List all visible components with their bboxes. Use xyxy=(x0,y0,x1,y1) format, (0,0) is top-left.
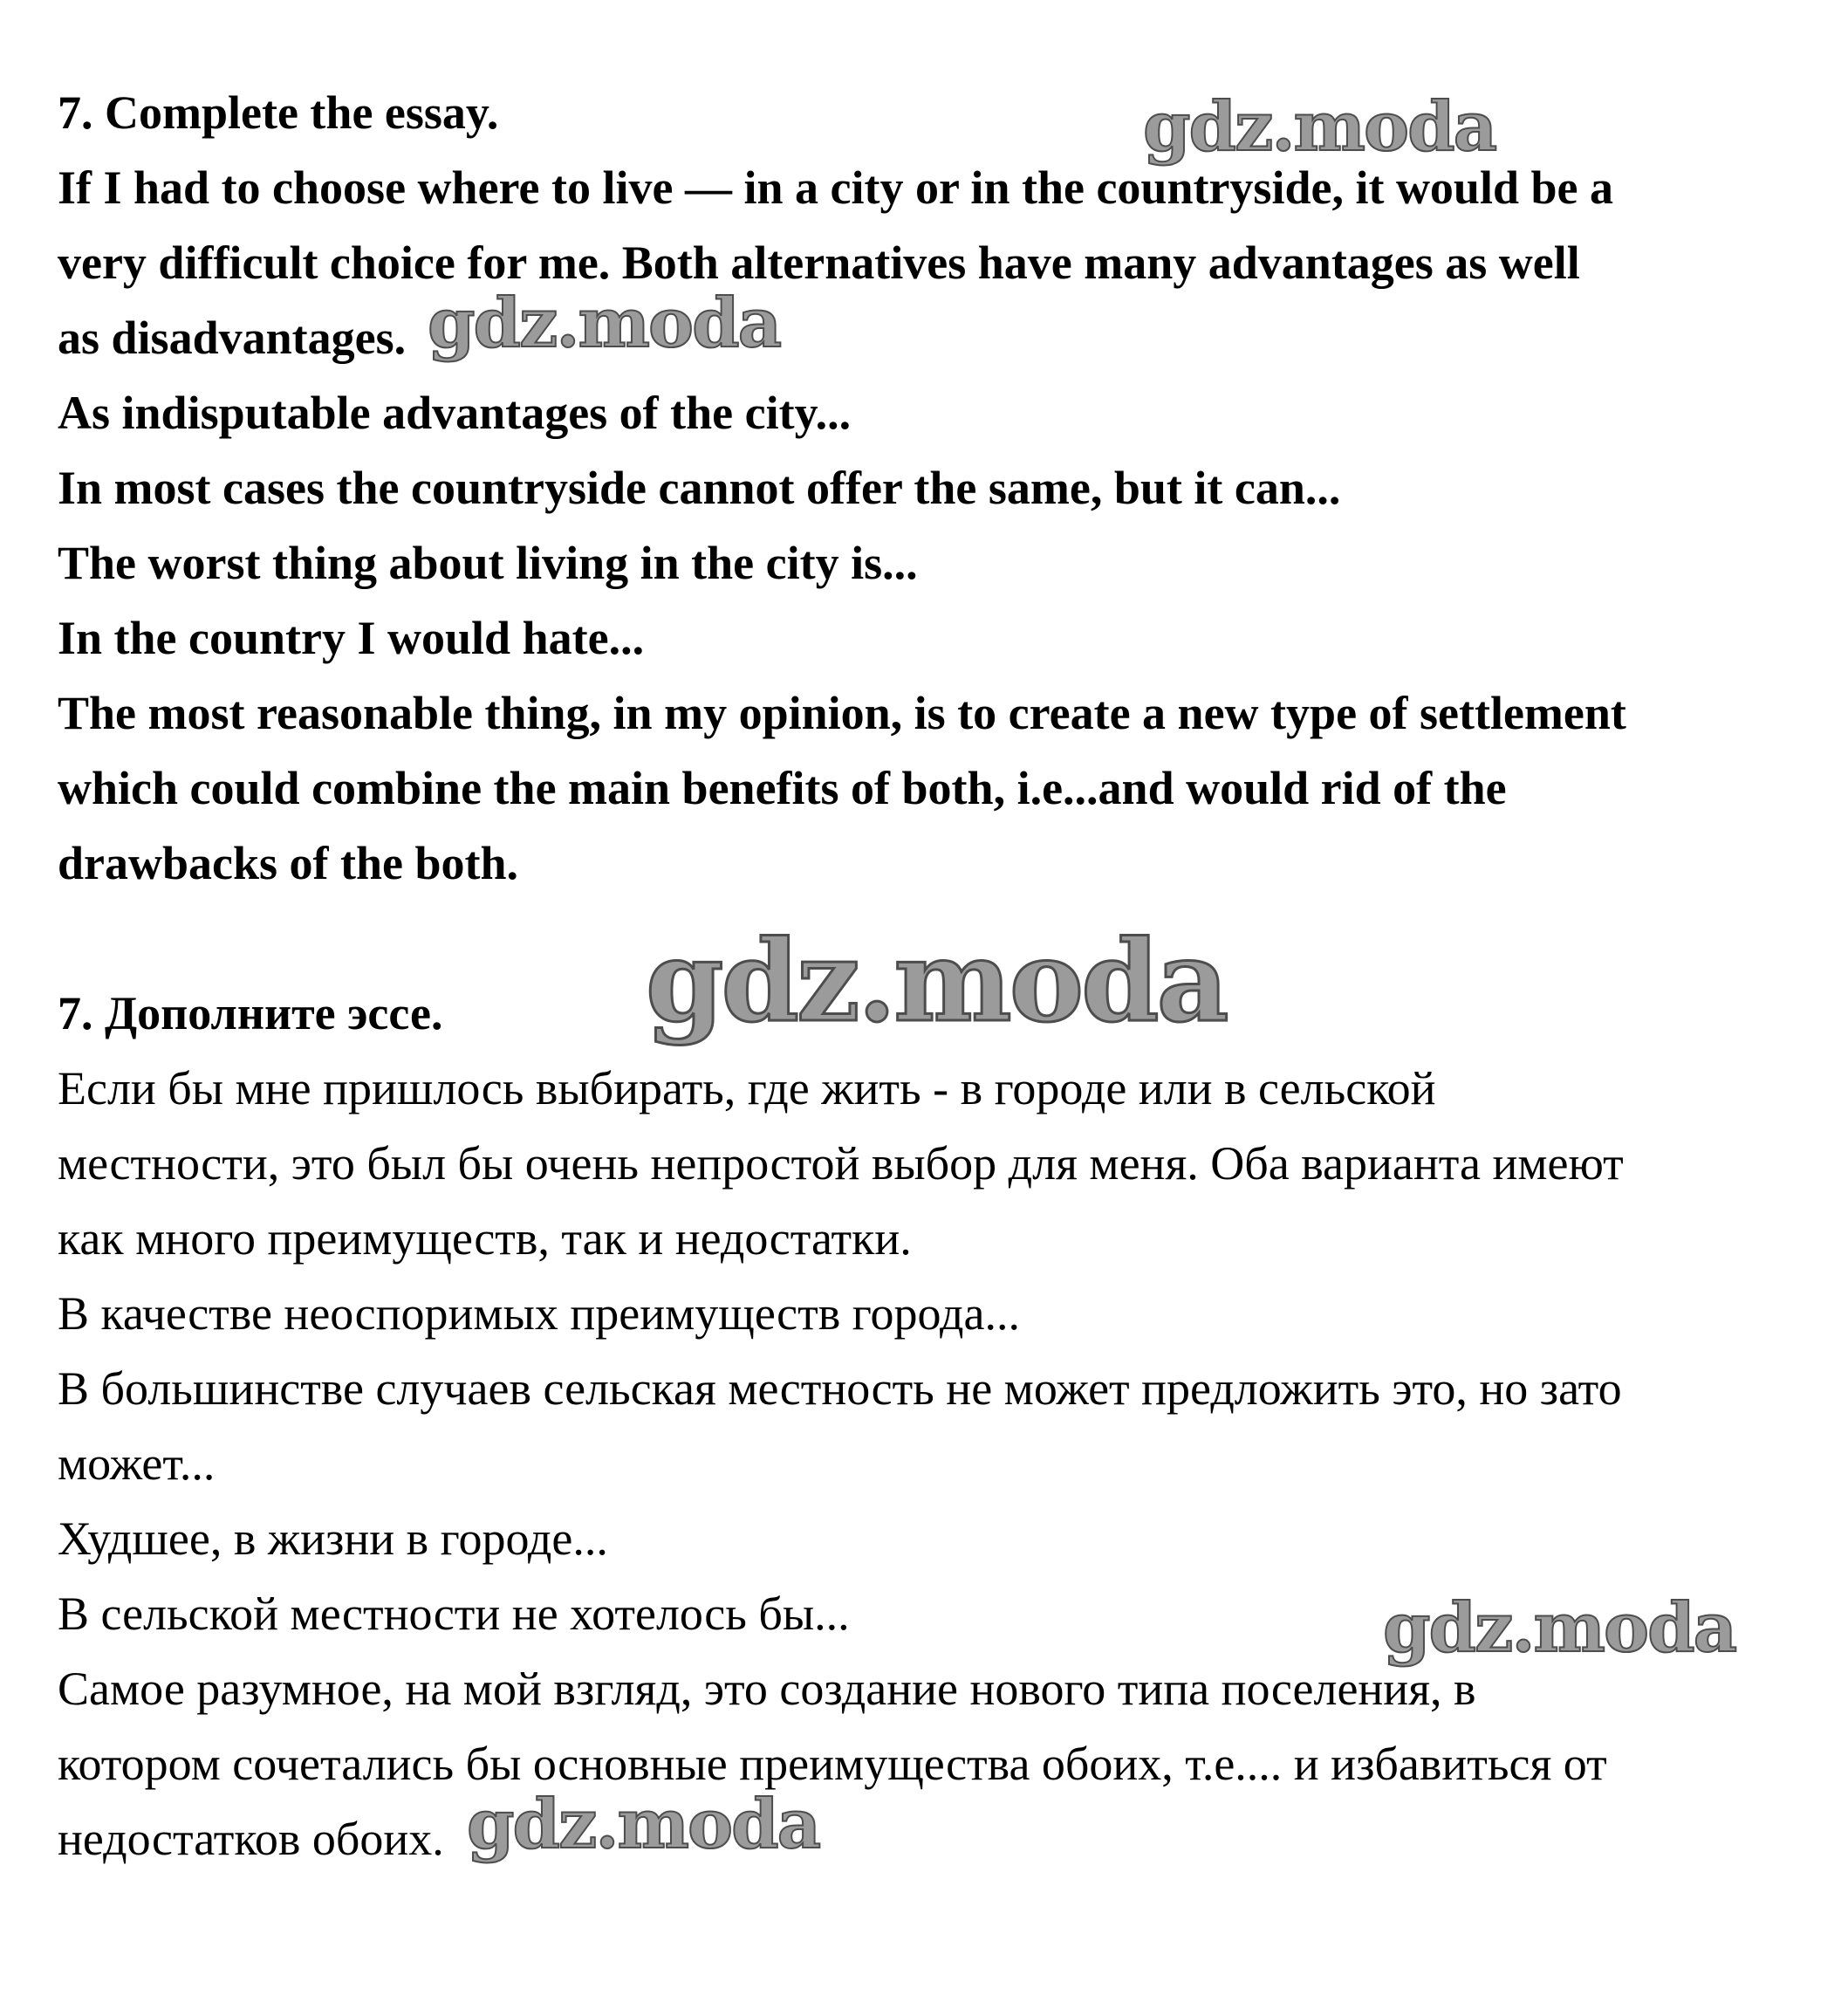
watermark: gdz.moda xyxy=(646,916,1227,1047)
russian-line-8: В сельской местности не хотелось бы... xyxy=(58,1587,850,1640)
russian-line-11: недостатков обоих. xyxy=(58,1813,444,1865)
english-title: 7. Complete the essay. xyxy=(58,86,499,139)
russian-line-7: Худшее, в жизни в городе... xyxy=(58,1512,608,1565)
russian-line-5: В большинстве случаев сельская местность не может предложить это, но зато xyxy=(58,1362,1622,1415)
english-line-7: In the country I would hate... xyxy=(58,612,645,664)
english-line-5: In most cases the countryside cannot offer the same, but it can... xyxy=(58,462,1341,514)
english-line-10: drawbacks of the both. xyxy=(58,837,519,889)
english-line-9: which could combine the main benefits of both, i.e...and would rid of the xyxy=(58,762,1507,814)
russian-line-2: местности, это был бы очень непростой выбор для меня. Оба варианта имеют xyxy=(58,1137,1624,1190)
watermark: gdz.moda xyxy=(428,284,781,363)
russian-title: 7. Дополните эссе. xyxy=(58,987,443,1039)
watermark: gdz.moda xyxy=(467,1785,820,1864)
watermark: gdz.moda xyxy=(1143,87,1496,167)
english-line-6: The worst thing about living in the city is... xyxy=(58,537,918,589)
english-line-1: If I had to choose where to live — in a city or in the countryside, it would be a xyxy=(58,161,1614,214)
russian-line-4: В качестве неоспоримых преимуществ города... xyxy=(58,1287,1020,1340)
russian-line-3: как много преимуществ, так и недостатки. xyxy=(58,1212,912,1265)
english-line-2: very difficult choice for me. Both alternatives have many advantages as well xyxy=(58,237,1580,289)
russian-line-9: Самое разумное, на мой взгляд, это создание нового типа поселения, в xyxy=(58,1663,1476,1715)
english-line-3: as disadvantages. xyxy=(58,312,407,364)
english-line-8: The most reasonable thing, in my opinion, is to create a new type of settlement xyxy=(58,687,1626,739)
russian-line-10: котором сочетались бы основные преимущества обоих, т.е.... и избавиться от xyxy=(58,1738,1607,1790)
russian-line-1: Если бы мне пришлось выбирать, где жить - в городе или в сельской xyxy=(58,1062,1436,1114)
english-line-4: As indisputable advantages of the city... xyxy=(58,387,852,439)
russian-line-6: может... xyxy=(58,1437,216,1490)
watermark: gdz.moda xyxy=(1383,1588,1736,1668)
